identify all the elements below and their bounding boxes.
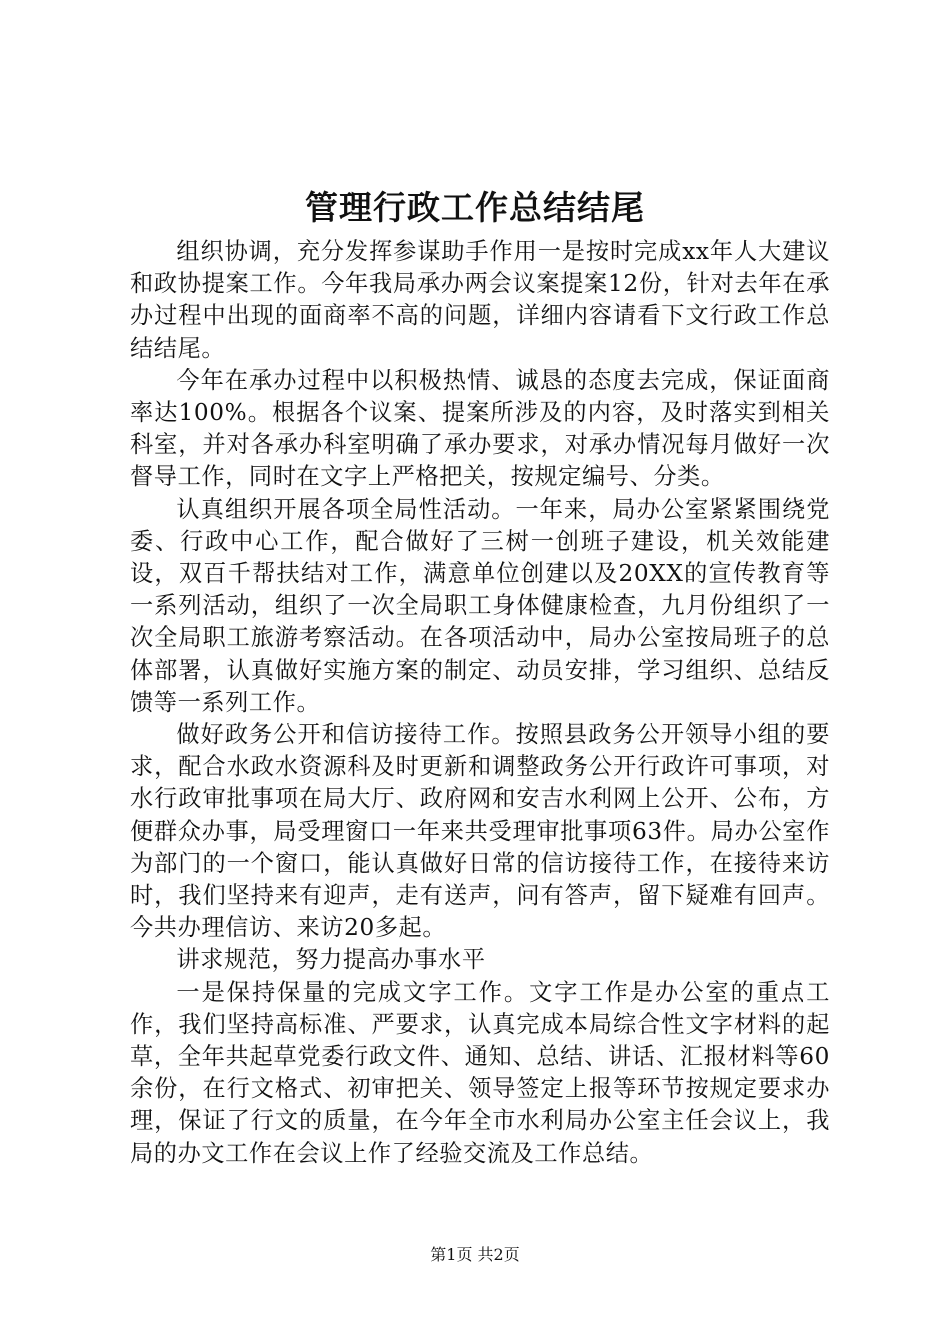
document-body — [130, 236, 830, 1170]
paragraph-5: 讲求规范，努力提高办事水平 — [176, 946, 486, 974]
paragraph-3: 认真组织开展各项全局性活动。一年来，局办公室紧紧围绕党委、行政中心工作，配合做好了三树一创班子建设，机关效能建设，双百千帮扶结对工作，满意单位创建以及20XX的宣传教育等一系列活动，组织了一次全局职工身体健康检查，九月份组织了一次全局职工旅游考察活动。在各项活动中，局办公室按局班子的总体部署，认真做好实施方案的制定、动员安排，学习组织、总结反馈等一系列工作。 — [130, 495, 830, 716]
paragraph-1: 组织协调，充分发挥参谋助手作用一是按时完成xx年人大建议和政协提案工作。今年我局承办两会议案提案12份，针对去年在承办过程中出现的面商率不高的问题，详细内容请看下文行政工作总结结尾。 — [130, 238, 830, 362]
page-footer: 第1页 共2页 — [430, 1245, 520, 1264]
paragraph-4: 做好政务公开和信访接待工作。按照县政务公开领导小组的要求，配合水政水资源科及时更新和调整政务公开行政许可事项，对水行政审批事项在局大厅、政府网和安吉水利网上公开、公布，方便群众办事，局受理窗口一年来共受理审批事项63件。局办公室作为部门的一个窗口，能认真做好日常的信访接待工作，在接待来访时，我们坚持来有迎声，走有送声，问有答声，留下疑难有回声。今共办理信访、来访20多起。 — [130, 721, 830, 942]
paragraph-2: 今年在承办过程中以积极热情、诚恳的态度去完成，保证面商率达100%。根据各个议案、提案所涉及的内容，及时落实到相关科室，并对各承办科室明确了承办要求，对承办情况每月做好一次督导工作，同时在文字上严格把关，按规定编号、分类。 — [130, 366, 830, 491]
paragraph-6: 一是保持保量的完成文字工作。文字工作是办公室的重点工作，我们坚持高标准、严要求，认真完成本局综合性文字材料的起草，全年共起草党委行政文件、通知、总结、讲话、汇报材料等60余份，在行文格式、初审把关、领导签定上报等环节按规定要求办理，保证了行文的质量，在今年全市水利局办公室主任会议上，我局的办文工作在会议上作了经验交流及工作总结。 — [130, 978, 830, 1167]
document-title: 管理行政工作总结结尾 — [305, 188, 645, 227]
